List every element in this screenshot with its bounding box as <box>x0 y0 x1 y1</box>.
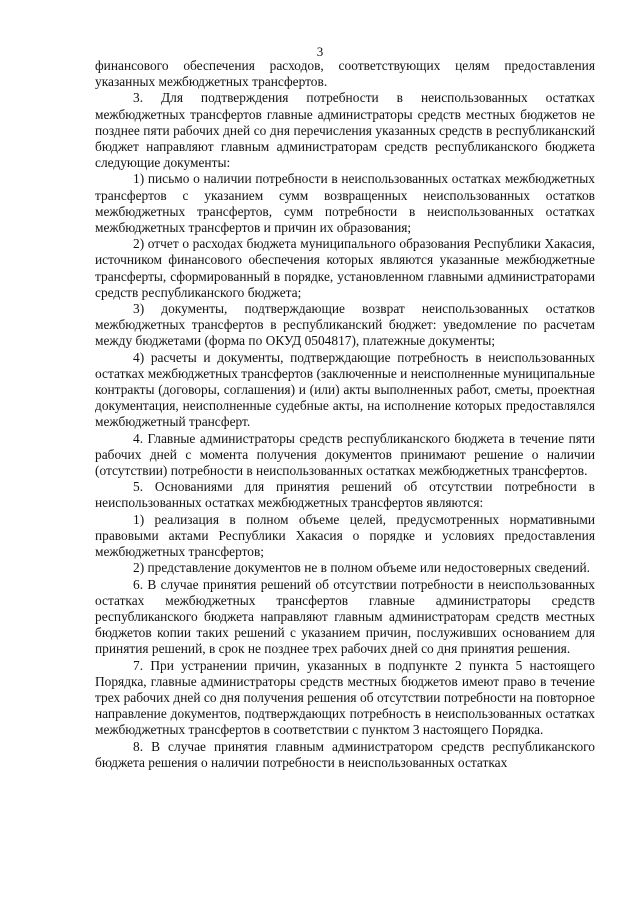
paragraph-item-7: 7. При устранении причин, указанных в подпункте 2 пункта 5 настоящего Порядка, главные администраторы средств местных бюджетов имеют право в течение трех рабочих дней со дня получения решения об отсутствии потребности на повторное направление документов, подтверждающих потребность в неиспользованных остатках межбюджетных трансфертов в соответствии с пунктом 3 настоящего Порядка. <box>95 657 595 738</box>
paragraph-subitem-5-1: 1) реализация в полном объеме целей, предусмотренных нормативными правовыми актами Республики Хакасия о порядке и условиях предоставления межбюджетных трансфертов; <box>95 511 595 560</box>
paragraph-subitem-3-1: 1) письмо о наличии потребности в неиспользованных остатках межбюджетных трансфертов с указанием сумм возвращенных неиспользованных остатков межбюджетных трансфертов, сумм потребности в неиспользованных остатках межбюджетных трансфертов и причин их образования; <box>95 171 595 236</box>
paragraph-item-6: 6. В случае принятия решений об отсутствии потребности в неиспользованных остатках межбюджетных трансфертов главные администраторы средств республиканского бюджета направляют главным администраторам средств местных бюджетов копии таких решений с указанием причин, послуживших основанием для принятия решений, в срок не позднее трех рабочих дней со дня принятия решения. <box>95 576 595 657</box>
paragraph-item-8: 8. В случае принятия главным администратором средств республиканского бюджета решения о наличии потребности в неиспользованных остатках <box>95 738 595 770</box>
paragraph-subitem-3-2: 2) отчет о расходах бюджета муниципального образования Республики Хакасия, источником финансового обеспечения которых являются указанные межбюджетные трансферты, сформированный в порядке, установленном главными администраторами средств республиканского бюджета; <box>95 236 595 300</box>
paragraph-subitem-3-4: 4) расчеты и документы, подтверждающие потребность в неиспользованных остатках межбюджетных трансфертов (заключенные и неисполненные муниципальные контракты (договоры, соглашения) и (или) акты выполненных работ, сметы, проектная документация, неисполненные судебные акты, на исполнение которых предоставлялся межбюджетный трансферт. <box>95 349 595 430</box>
document-body <box>95 58 595 771</box>
paragraph-item-4: 4. Главные администраторы средств республиканского бюджета в течение пяти рабочих дней с момента получения документов принимают решение о наличии (отсутствии) потребности в неиспользованных остатках межбюджетных трансфертов. <box>95 430 595 479</box>
paragraph-item-5: 5. Основаниями для принятия решений об отсутствии потребности в неиспользованных остатках межбюджетных трансфертов являются: <box>95 479 595 511</box>
paragraph-subitem-3-3: 3) документы, подтверждающие возврат неиспользованных остатков межбюджетных трансфертов в республиканский бюджет: уведомление по расчетам между бюджетами (форма по ОКУД 0504817), платежные документы; <box>95 301 595 349</box>
paragraph-item-3: 3. Для подтверждения потребности в неиспользованных остатках межбюджетных трансфертов главные администраторы средств местных бюджетов не позднее пяти рабочих дней со дня перечисления указанных средств в республиканский бюджет направляют главным администраторам средств республиканского бюджета следующие документы: <box>95 90 595 171</box>
paragraph-subitem-5-2: 2) представление документов не в полном объеме или недостоверных сведений. <box>133 560 591 576</box>
paragraph-continuation: финансового обеспечения расходов, соответствующих целям предоставления указанных межбюджетных трансфертов. <box>95 58 595 90</box>
page-number: 3 <box>316 44 324 59</box>
